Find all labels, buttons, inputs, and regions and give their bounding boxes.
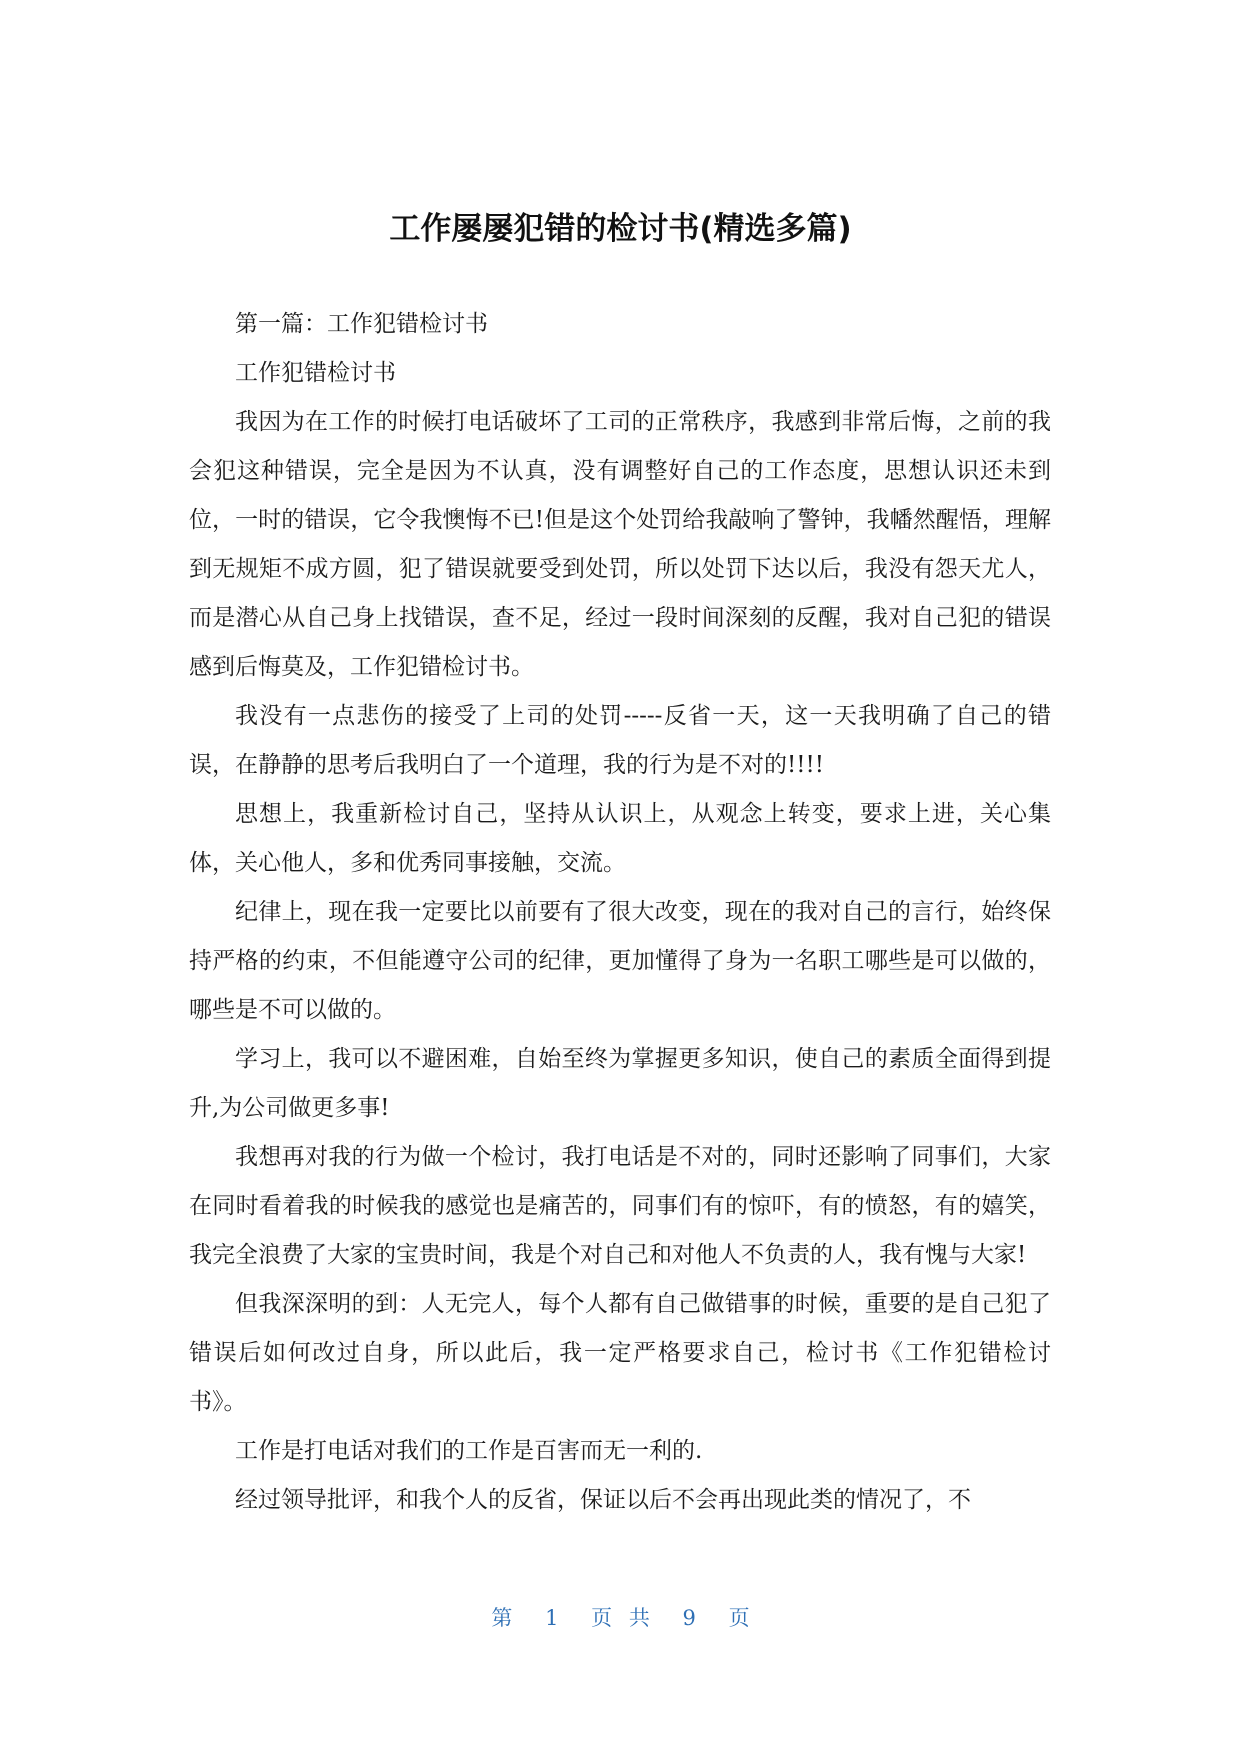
paragraph: 学习上，我可以不避困难，自始至终为掌握更多知识，使自己的素质全面得到提升,为公司做更多事!	[189, 1046, 1051, 1121]
paragraph: 但我深深明的到：人无完人，每个人都有自己做错事的时候，重要的是自己犯了错误后如何改过自身，所以此后，我一定严格要求自己，检讨书《工作犯错检讨书》。	[189, 1291, 1051, 1415]
paragraph: 纪律上，现在我一定要比以前要有了很大改变，现在的我对自己的言行，始终保持严格的约束，不但能遵守公司的纪律，更加懂得了身为一名职工哪些是可以做的，哪些是不可以做的。	[189, 899, 1051, 1023]
footer-total-pages: 9	[682, 1606, 696, 1630]
paragraph-section-heading: 第一篇：工作犯错检讨书	[235, 311, 488, 337]
footer-prefix: 第	[491, 1606, 513, 1630]
footer-current-page: 1	[545, 1606, 559, 1630]
paragraph: 思想上，我重新检讨自己，坚持从认识上，从观念上转变，要求上进，关心集体，关心他人，多和优秀同事接触，交流。	[189, 801, 1051, 876]
paragraph: 我因为在工作的时候打电话破坏了工司的正常秩序，我感到非常后悔，之前的我会犯这种错误，完全是因为不认真，没有调整好自己的工作态度，思想认识还未到位，一时的错误，它令我懊悔不已!但是这个处罚给我敲响了警钟，我幡然醒悟，理解到无规矩不成方圆，犯了错误就要受到处罚，所以处罚下达以后，我没有怨天尤人，而是潜心从自己身上找错误，查不足，经过一段时间深刻的反醒，我对自己犯的错误感到后悔莫及，工作犯错检讨书。	[189, 409, 1051, 680]
document-body	[189, 300, 1051, 1525]
page-footer	[0, 1603, 1241, 1633]
paragraph: 经过领导批评，和我个人的反省，保证以后不会再出现此类的情况了，不	[235, 1487, 971, 1513]
paragraph: 工作是打电话对我们的工作是百害而无一利的.	[235, 1438, 703, 1464]
document-title: 工作屡屡犯错的检讨书(精选多篇)	[389, 210, 852, 247]
footer-suffix: 页	[728, 1606, 750, 1630]
footer-middle: 页 共	[591, 1606, 650, 1630]
paragraph-subtitle: 工作犯错检讨书	[235, 360, 396, 386]
paragraph: 我想再对我的行为做一个检讨，我打电话是不对的，同时还影响了同事们，大家在同时看着我的时候我的感觉也是痛苦的，同事们有的惊吓，有的愤怒，有的嬉笑，我完全浪费了大家的宝贵时间，我是个对自己和对他人不负责的人，我有愧与大家!	[189, 1144, 1051, 1268]
paragraph: 我没有一点悲伤的接受了上司的处罚-----反省一天，这一天我明确了自己的错误，在静静的思考后我明白了一个道理，我的行为是不对的!!!!	[189, 703, 1051, 778]
